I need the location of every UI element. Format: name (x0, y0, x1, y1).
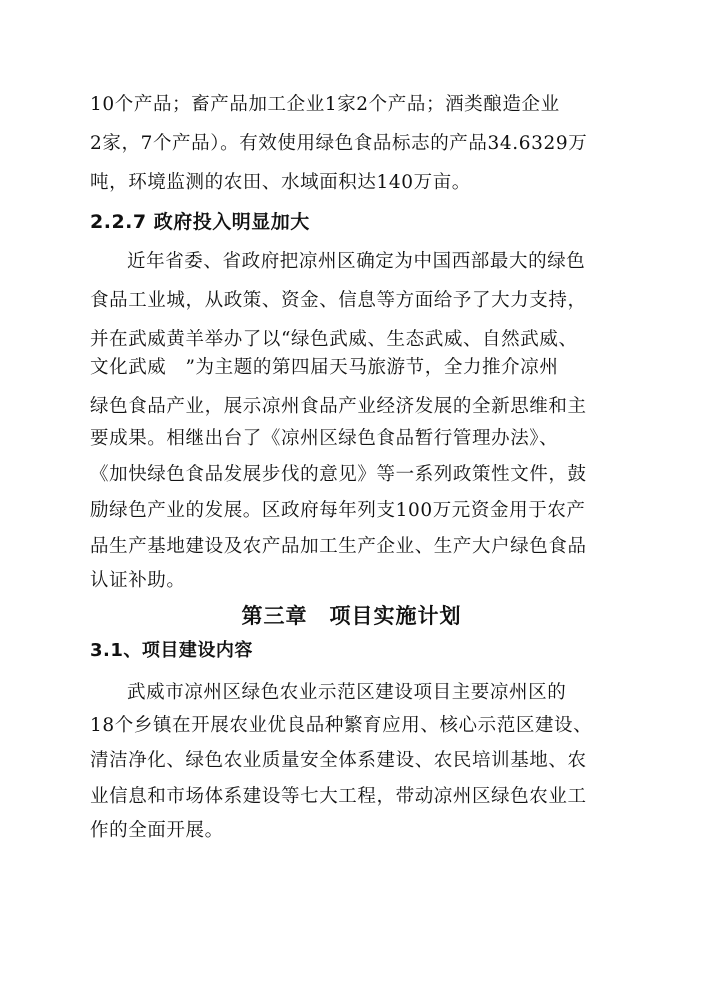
section-heading-2-2-7: 2.2.7 政府投入明显加大 (90, 211, 310, 233)
paragraph-line: 认证补助。 (90, 570, 186, 591)
paragraph-line: 食品工业城，从政策、资金、信息等方面给予了大力支持， (90, 290, 587, 311)
paragraph-line: 武威市凉州区绿色农业示范区建设项目主要凉州区的 (127, 682, 567, 703)
paragraph-line: 《加快绿色食品发展步伐的意见》等一系列政策性文件，鼓 (90, 464, 587, 485)
paragraph-line: 18个乡镇在开展农业优良品种繁育应用、核心示范区建设、 (90, 715, 593, 736)
paragraph-line: 作的全面开展。 (90, 820, 224, 841)
paragraph-line: 绿色食品产业，展示凉州食品产业经济发展的全新思维和主 (90, 396, 587, 417)
chapter-title: 第三章 项目实施计划 (241, 604, 462, 628)
paragraph-line: 吨，环境监测的农田、水域面积达140万亩。 (90, 172, 471, 193)
paragraph-line: 清洁净化、绿色农业质量安全体系建设、农民培训基地、农 (90, 750, 587, 771)
paragraph-line: 2家，7个产品）。有效使用绿色食品标志的产品34.6329万 (90, 133, 588, 154)
paragraph-line: 业信息和市场体系建设等七大工程，带动凉州区绿色农业工 (90, 786, 587, 807)
paragraph-line: 要成果。相继出台了《凉州区绿色食品暂行管理办法》、 (90, 428, 559, 449)
paragraph-line: 10个产品；畜产品加工企业1家2个产品；酒类酿造企业 (90, 94, 560, 115)
section-heading-3-1: 3.1、项目建设内容 (90, 640, 253, 661)
paragraph-line: 近年省委、省政府把凉州区确定为中国西部最大的绿色 (127, 251, 586, 272)
paragraph-line: 励绿色产业的发展。区政府每年列支100万元资金用于农产 (90, 500, 586, 521)
paragraph-line: 文化武威 ”为主题的第四届天马旅游节，全力推介凉州 (90, 357, 559, 378)
paragraph-line: 品生产基地建设及农产品加工生产企业、生产大户绿色食品 (90, 536, 587, 557)
paragraph-line: 并在武威黄羊举办了以“绿色武威、生态武威、自然武威、 (90, 329, 578, 350)
